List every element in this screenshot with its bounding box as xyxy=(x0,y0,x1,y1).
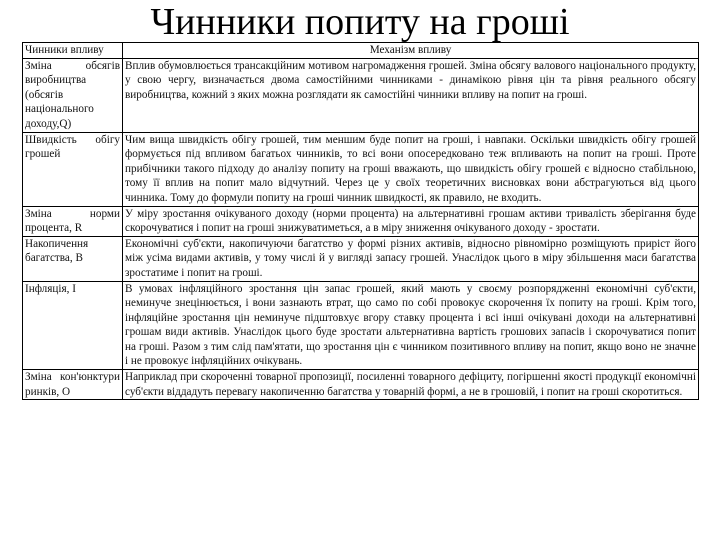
table-header-row xyxy=(23,43,699,59)
factor-cell: Накопичення багатства, B xyxy=(23,236,123,281)
factor-cell: Зміна обсягів виробництва (обсягів національного доходу,Q) xyxy=(23,58,123,132)
factor-cell: Інфляція, I xyxy=(23,281,123,370)
mechanism-cell: Економічні суб'єкти, накопичуючи багатство у формі різних активів, відносно рівномірно розміщують приріст його між усіма видами активів, у тому числі й у вигляді запасу грошей. Унаслідок цього в міру збільшення маси багатства зростатиме і попит на гроші. xyxy=(123,236,699,281)
table-row xyxy=(23,370,699,400)
mechanism-cell: У міру зростання очікуваного доходу (норми процента) на альтернативні грошам активи тривалість зберігання буде скорочуватися і попит на гроші знижуватиметься, а в міру зниження очікуваного доходу - зростати. xyxy=(123,206,699,236)
factor-cell: Зміна кон'юнктури ринків, O xyxy=(23,370,123,400)
table-row xyxy=(23,132,699,206)
factor-cell: Швидкість обігу грошей xyxy=(23,132,123,206)
table-row xyxy=(23,236,699,281)
page-title: Чинники попиту на гроші xyxy=(150,1,570,43)
factor-cell: Зміна норми процента, R xyxy=(23,206,123,236)
mechanism-cell: В умовах інфляційного зростання цін запас грошей, який мають у своєму розпорядженні економічні суб'єкти, неминуче знецінюється, і вони зазнають втрат, що само по собі провокує скорочення їх попиту на гроші. Крім того, інфляційне зростання цін неминуче підштовхує вгору ставку процента і всі інші очікувані доходи на альтернативні грошам види активів. Унаслідок цього буде зростати альтернативна вартість грошових запасів і скорочуватися попит на гроші. Разом з тим слід пам'ятати, що зростання цін є чинником позитивного впливу на попит, якщо воно не значне і не провокує інфляційних очікувань. xyxy=(123,281,699,370)
mechanism-cell: Наприклад при скороченні товарної пропозиції, посиленні товарного дефіциту, погіршенні якості продукції економічні суб'єкти віддадуть перевагу накопиченню багатства у товарній формі, а не в грошовій, і попит на гроші скоротиться. xyxy=(123,370,699,400)
table-row xyxy=(23,58,699,132)
mechanism-cell: Вплив обумовлюється трансакційним мотивом нагромадження грошей. Зміна обсягу валового національного продукту, у свою чергу, визначається двома самостійними чинниками - динамікою рівня цін та рівня реального обсягу виробництва, кожний з яких можна розглядати як самостійні чинники впливу на попит на гроші. xyxy=(123,58,699,132)
header-factor: Чинники впливу xyxy=(23,43,123,59)
mechanism-cell: Чим вища швидкість обігу грошей, тим меншим буде попит на гроші, і навпаки. Оскільки швидкість обігу грошей формується під впливом багатьох чинників, то всі вони опосередковано теж впливають на попит на гроші. Проте прибічники такого підходу до аналізу попиту на гроші вважають, що швидкість обігу грошей є відносно стабільною, тому її вплив на попит мало відчутний. Через це у своїх теоретичних висновках вони абстрагуються від цього чинника. Тому до формули попиту на гроші чинник швидкості, як правило, не входить. xyxy=(123,132,699,206)
demand-factors-table xyxy=(22,42,699,400)
header-mechanism: Механізм впливу xyxy=(123,43,699,59)
table-row xyxy=(23,281,699,370)
table-row xyxy=(23,206,699,236)
